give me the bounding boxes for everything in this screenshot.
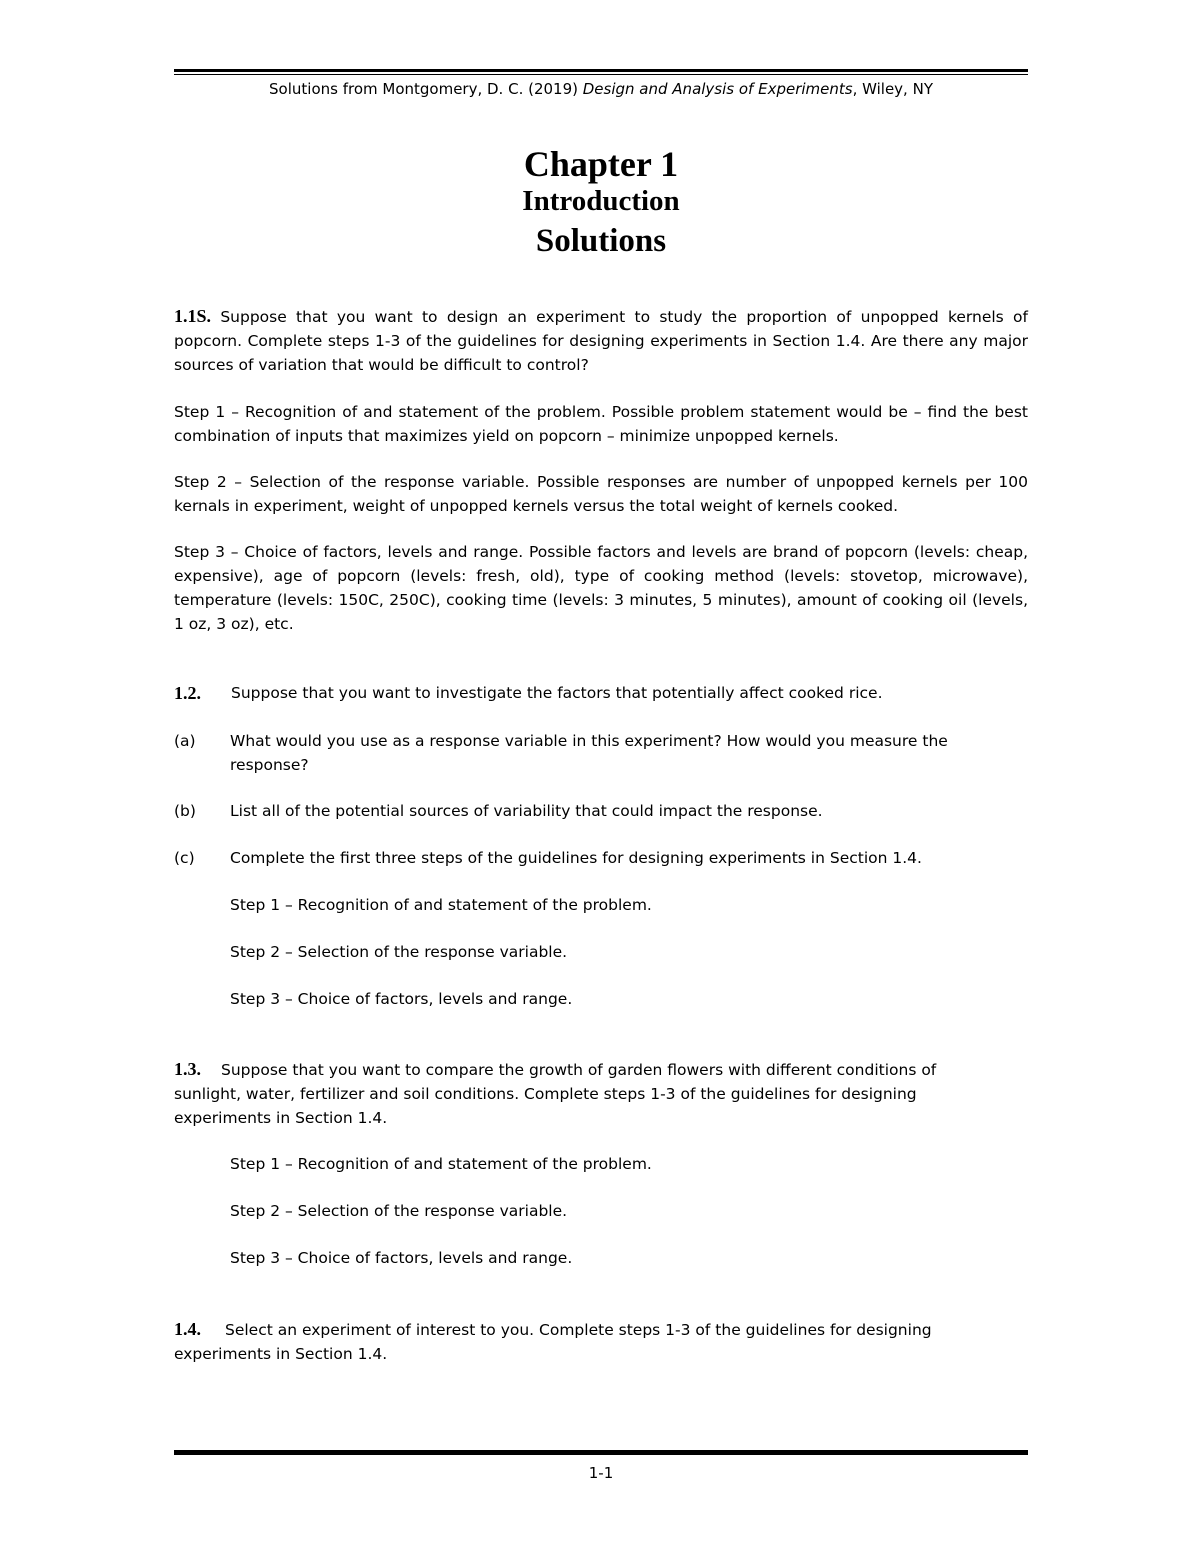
question-text: Suppose that you want to compare the growth of garden flowers with different conditions of sunlight, water, fertilizer and soil conditions. Complete steps 1-3 of the guidelines for designing experiments in Section 1.4.	[174, 1061, 937, 1127]
q11s-step-1: Step 1 – Recognition of and statement of the problem. Possible problem statement would be – find the best combination of inputs that maximizes yield on popcorn – minimize unpopped kernels.	[174, 403, 1028, 445]
q13-step-3: Step 3 – Choice of factors, levels and range.	[230, 1249, 573, 1267]
question-number: 1.4.	[174, 1319, 201, 1339]
part-label: (a)	[174, 732, 196, 750]
question-1-4	[174, 1317, 964, 1366]
q12-step-2: Step 2 – Selection of the response variable.	[230, 943, 568, 961]
question-text: Suppose that you want to design an experiment to study the proportion of unpopped kernels of popcorn. Complete steps 1-3 of the guidelines for designing experiments in Section 1.4. Are there any major sources of variation that would be difficult to control?	[174, 308, 1028, 374]
part-text: List all of the potential sources of variability that could impact the response.	[230, 802, 823, 820]
header-rule-thick	[174, 69, 1028, 72]
page-number: 1-1	[588, 1464, 614, 1482]
solutions-title: Solutions	[535, 223, 667, 259]
part-label: (c)	[174, 849, 195, 867]
q12-step-3: Step 3 – Choice of factors, levels and range.	[230, 990, 573, 1008]
q13-step-2: Step 2 – Selection of the response variable.	[230, 1202, 568, 1220]
chapter-subtitle: Introduction	[522, 185, 680, 217]
q12-step-1: Step 1 – Recognition of and statement of the problem.	[230, 896, 652, 914]
question-number: 1.1S.	[174, 306, 212, 326]
running-head-post: , Wiley, NY	[852, 80, 933, 98]
question-text: Select an experiment of interest to you. Complete steps 1-3 of the guidelines for designing experiments in Section 1.4.	[174, 1321, 932, 1363]
footer-rule	[174, 1450, 1028, 1455]
question-1-3	[174, 1057, 974, 1130]
running-head-book-title: Design and Analysis of Experiments	[582, 80, 853, 98]
question-text: Suppose that you want to investigate the factors that potentially affect cooked rice.	[231, 684, 883, 702]
running-head-pre: Solutions from Montgomery, D. C. (2019)	[269, 80, 583, 98]
header-rule-thin	[174, 74, 1028, 75]
part-label: (b)	[174, 802, 196, 820]
q11s-step-2: Step 2 – Selection of the response variable. Possible responses are number of unpopped kernels per 100 kernals in experiment, weight of unpopped kernels versus the total weight of kernels cooked.	[174, 473, 1028, 515]
part-text: What would you use as a response variable in this experiment? How would you measure the response?	[230, 732, 948, 774]
question-number: 1.2.	[174, 683, 201, 703]
chapter-title: Chapter 1	[523, 144, 679, 184]
q11s-step-3: Step 3 – Choice of factors, levels and range. Possible factors and levels are brand of popcorn (levels: cheap, expensive), age of popcorn (levels: fresh, old), type of cooking method (levels: stovetop, microwave), temperature (levels: 150C, 250C), cooking time (levels: 3 minutes, 5 minutes), amount of cooking oil (levels, 1 oz, 3 oz), etc.	[174, 543, 1028, 633]
question-number: 1.3.	[174, 1059, 201, 1079]
question-1-1s	[174, 304, 1028, 377]
running-head	[174, 78, 1028, 100]
part-text: Complete the first three steps of the guidelines for designing experiments in Section 1.4.	[230, 849, 922, 867]
q13-step-1: Step 1 – Recognition of and statement of the problem.	[230, 1155, 652, 1173]
